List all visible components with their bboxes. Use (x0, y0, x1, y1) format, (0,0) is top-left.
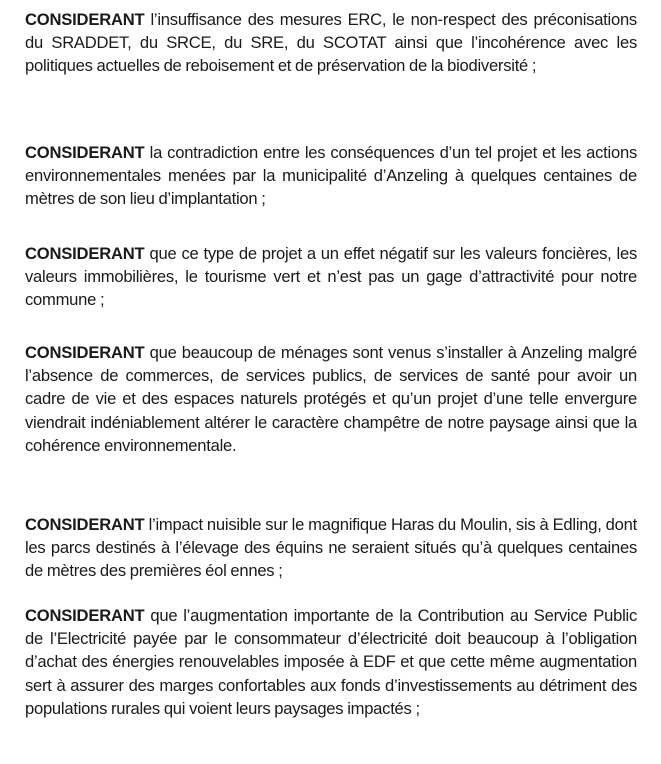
considerant-paragraph-1 (25, 8, 637, 78)
considerant-keyword: CONSIDERANT (25, 515, 145, 534)
considerant-keyword: CONSIDERANT (25, 143, 145, 162)
paragraph-text: que l’augmentation importante de la Contribution au Service Public de l’Electricité payée par le consommateur d’électricité doit beaucoup à l’obligation d’achat des énergies renouvelables imposée à EDF et que cette même augmentation sert à assurer des marges confortables aux fonds d’investissements au détriment des populations rurales qui voient leurs paysages impactés ; (25, 606, 637, 718)
paragraph-text: que ce type de projet a un effet négatif sur les valeurs foncières, les valeurs immobilières, le tourisme vert et n’est pas un gage d’attractivité pour notre commune ; (25, 244, 637, 310)
considerant-keyword: CONSIDERANT (25, 343, 145, 362)
considerant-paragraph-6 (25, 604, 637, 720)
considerant-paragraph-2 (25, 141, 637, 211)
paragraph-text: que beaucoup de ménages sont venus s’installer à Anzeling malgré l’absence de commerces, de services publics, de services de santé pour avoir un cadre de vie et des espaces naturels protégés et qu’un projet d’une telle envergure viendrait indéniablement altérer le caractère champêtre de notre paysage ainsi que la cohérence environnementale. (25, 343, 637, 455)
considerant-paragraph-3 (25, 242, 637, 312)
considerant-keyword: CONSIDERANT (25, 244, 145, 263)
paragraph-text: l’impact nuisible sur le magnifique Haras du Moulin, sis à Edling, dont les parcs destinés à l’élevage des équins ne seraient situés qu’à quelques centaines de mètres des premières éol ennes ; (25, 515, 637, 581)
considerant-paragraph-5 (25, 513, 637, 583)
considerant-paragraph-4 (25, 341, 637, 457)
considerant-keyword: CONSIDERANT (25, 606, 145, 625)
paragraph-text: l’insuffisance des mesures ERC, le non-respect des préconisations du SRADDET, du SRCE, du SRE, du SCOTAT ainsi que l’incohérence avec les politiques actuelles de reboisement et de préservation de la biodiversité ; (25, 10, 637, 76)
considerant-keyword: CONSIDERANT (25, 10, 145, 29)
paragraph-text: la contradiction entre les conséquences d’un tel projet et les actions environnementales menées par la municipalité d’Anzeling à quelques centaines de mètres de son lieu d’implantation ; (25, 143, 637, 209)
